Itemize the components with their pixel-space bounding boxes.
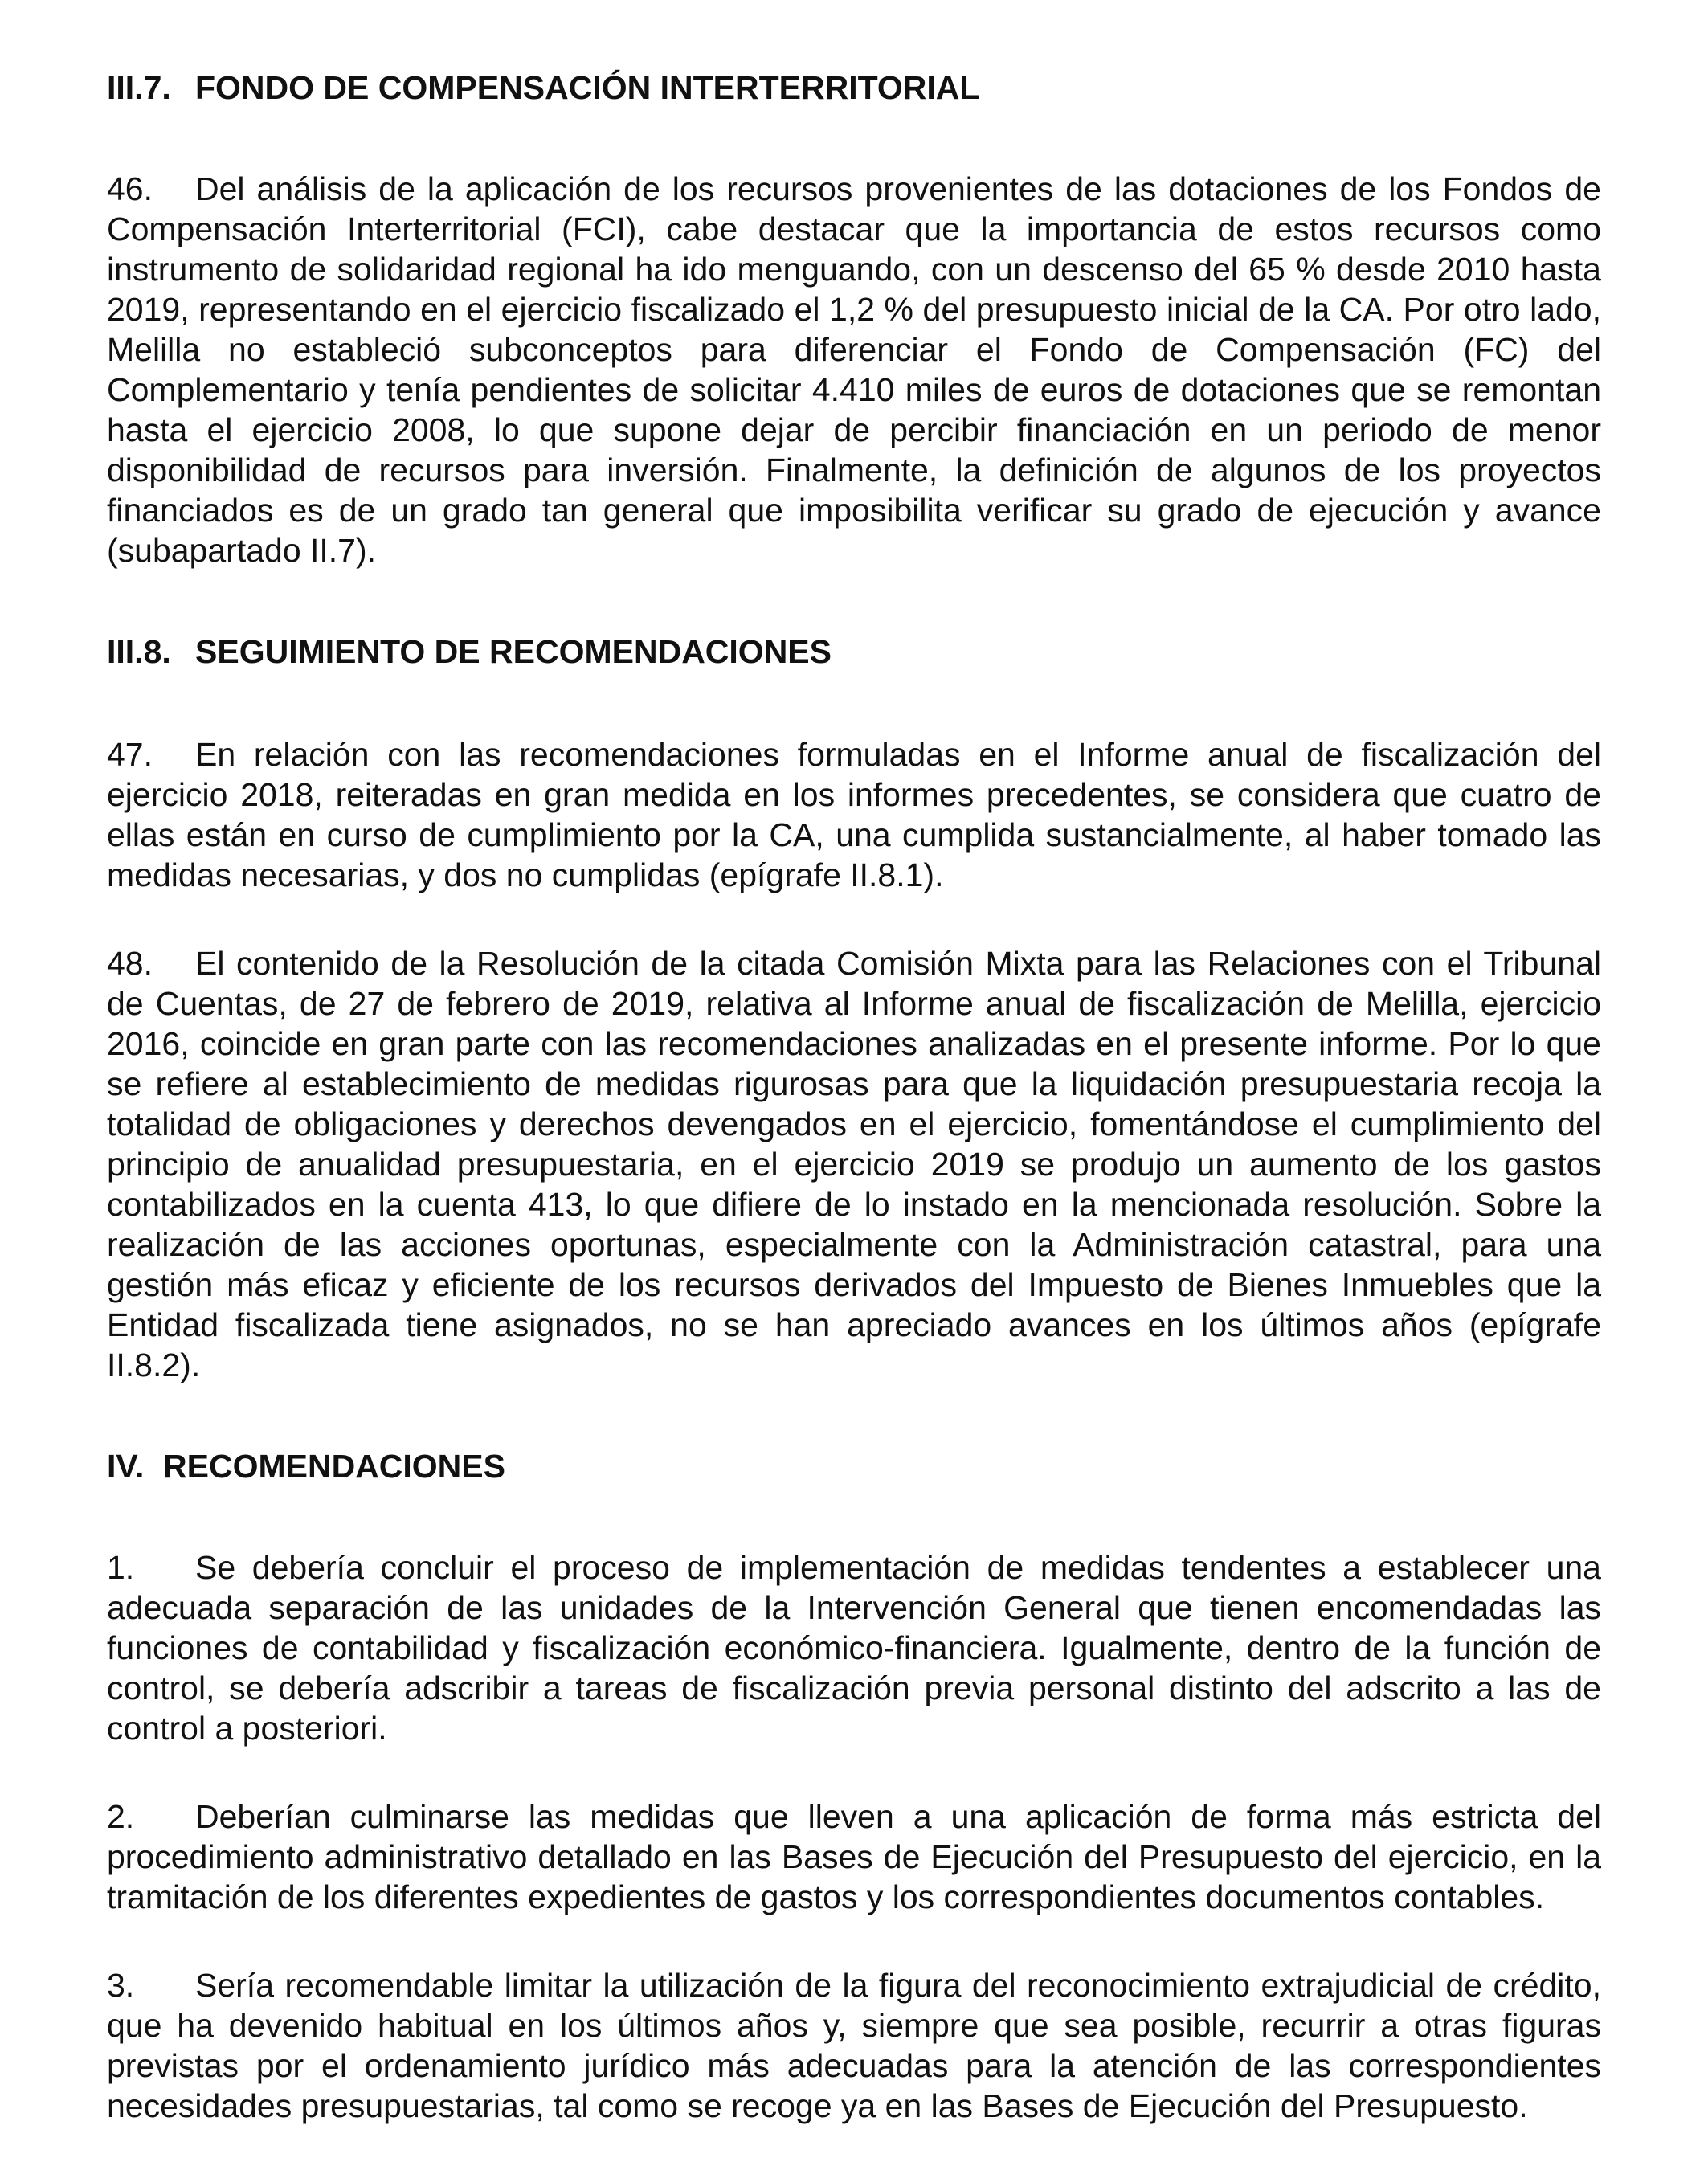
paragraph-number: 46.: [107, 170, 153, 207]
recommendation-2: [107, 1796, 1601, 1917]
section-heading-iv: [107, 1446, 1601, 1486]
recommendation-number: 1.: [107, 1549, 135, 1586]
section-title: SEGUIMIENTO DE RECOMENDACIONES: [195, 633, 832, 670]
recommendation-3: [107, 1965, 1601, 2126]
section-number: IV.: [107, 1448, 145, 1485]
section-number: III.7.: [107, 69, 171, 106]
paragraph-46: [107, 169, 1601, 570]
paragraph-text: Del análisis de la aplicación de los recursos provenientes de las dotaciones de los Fondos de Compensación Interterritorial (FCI), cabe destacar que la importancia de estos recursos como instrumento de solidaridad regional ha ido menguando, con un descenso del 65 % desde 2010 hasta 2019, representando en el ejercicio fiscalizado el 1,2 % del presupuesto inicial de la CA. Por otro lado, Melilla no estableció subconceptos para diferenciar el Fondo de Compensación (FC) del Complementario y tenía pendientes de solicitar 4.410 miles de euros de dotaciones que se remontan hasta el ejercicio 2008, lo que supone dejar de percibir financiación en un periodo de menor disponibilidad de recursos para inversión. Finalmente, la definición de algunos de los proyectos financiados es de un grado tan general que imposibilita verificar su grado de ejecución y avance (subapartado II.7).: [107, 170, 1601, 569]
paragraph-number: 47.: [107, 736, 153, 773]
paragraph-text: En relación con las recomendaciones formuladas en el Informe anual de fiscalización del ejercicio 2018, reiteradas en gran medida en los informes precedentes, se considera que cuatro de ellas están en curso de cumplimiento por la CA, una cumplida sustancialmente, al haber tomado las medidas necesarias, y dos no cumplidas (epígrafe II.8.1).: [107, 736, 1601, 893]
paragraph-number: 48.: [107, 945, 153, 982]
recommendation-number: 2.: [107, 1798, 135, 1835]
section-title: RECOMENDACIONES: [163, 1448, 505, 1485]
section-number: III.8.: [107, 633, 171, 670]
recommendation-number: 3.: [107, 1967, 135, 2004]
recommendation-text: Se debería concluir el proceso de implementación de medidas tendentes a establecer una adecuada separación de las unidades de la Intervención General que tienen encomendadas las funciones de contabilidad y fiscalización económico-financiera. Igualmente, dentro de la función de control, se debería adscribir a tareas de fiscalización previa personal distinto del adscrito a las de control a posteriori.: [107, 1549, 1601, 1747]
section-heading-iii-7: [107, 67, 1601, 108]
recommendation-text: Sería recomendable limitar la utilización de la figura del reconocimiento extrajudicial de crédito, que ha devenido habitual en los últimos años y, siempre que sea posible, recurrir a otras figuras previstas por el ordenamiento jurídico más adecuadas para la atención de las correspondientes necesidades presupuestarias, tal como se recoge ya en las Bases de Ejecución del Presupuesto.: [107, 1967, 1601, 2124]
paragraph-47: [107, 734, 1601, 895]
paragraph-48: [107, 943, 1601, 1385]
recommendation-1: [107, 1547, 1601, 1748]
section-title: FONDO DE COMPENSACIÓN INTERTERRITORIAL: [195, 69, 980, 106]
document-page: [107, 67, 1601, 2126]
section-heading-iii-8: [107, 631, 1601, 672]
recommendation-text: Deberían culminarse las medidas que lleven a una aplicación de forma más estricta del procedimiento administrativo detallado en las Bases de Ejecución del Presupuesto del ejercicio, en la tramitación de los diferentes expedientes de gastos y los correspondientes documentos contables.: [107, 1798, 1601, 1915]
paragraph-text: El contenido de la Resolución de la citada Comisión Mixta para las Relaciones con el Tribunal de Cuentas, de 27 de febrero de 2019, relativa al Informe anual de fiscalización de Melilla, ejercicio 2016, coincide en gran parte con las recomendaciones analizadas en el presente informe. Por lo que se refiere al establecimiento de medidas rigurosas para que la liquidación presupuestaria recoja la totalidad de obligaciones y derechos devengados en el ejercicio, fomentándose el cumplimiento del principio de anualidad presupuestaria, en el ejercicio 2019 se produjo un aumento de los gastos contabilizados en la cuenta 413, lo que difiere de lo instado en la mencionada resolución. Sobre la realización de las acciones oportunas, especialmente con la Administración catastral, para una gestión más eficaz y eficiente de los recursos derivados del Impuesto de Bienes Inmuebles que la Entidad fiscalizada tiene asignados, no se han apreciado avances en los últimos años (epígrafe II.8.2).: [107, 945, 1601, 1383]
